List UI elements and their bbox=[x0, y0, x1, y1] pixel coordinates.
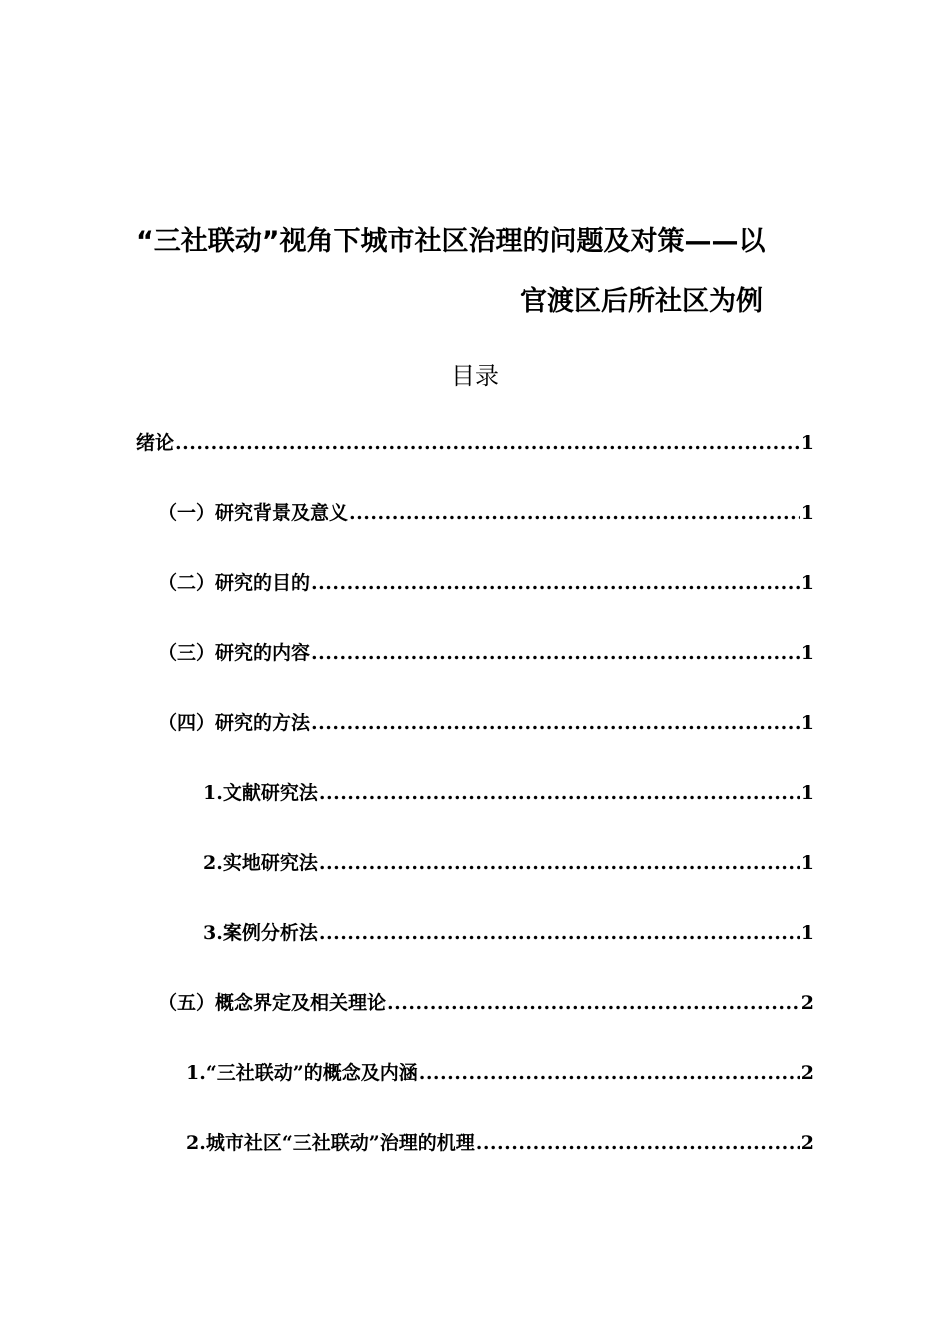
toc-entry-page-number: 1 bbox=[800, 852, 814, 874]
toc-entry-label: 1.“三社联动”的概念及内涵 bbox=[186, 1062, 418, 1084]
toc-entry-page-number: 1 bbox=[800, 642, 814, 664]
toc-entry-label: （四）研究的方法 bbox=[158, 712, 311, 734]
toc-leader-dots bbox=[319, 918, 800, 948]
toc-entry-introduction[interactable] bbox=[136, 428, 814, 458]
toc-entry-label: 2.城市社区“三社联动”治理的机理 bbox=[186, 1132, 475, 1154]
document-title-line-1: “三社联动”视角下城市社区治理的问题及对策——以 bbox=[136, 226, 766, 257]
toc-entry-case-analysis[interactable] bbox=[203, 918, 814, 948]
toc-entry-page-number: 1 bbox=[800, 572, 814, 594]
toc-entry-page-number: 1 bbox=[800, 502, 814, 524]
toc-entry-label: 1.文献研究法 bbox=[203, 782, 318, 804]
toc-entry-label: （一）研究背景及意义 bbox=[158, 502, 349, 524]
toc-entry-concept-connotation[interactable] bbox=[186, 1058, 814, 1088]
toc-leader-dots bbox=[319, 848, 800, 878]
toc-entry-page-number: 2 bbox=[800, 1062, 814, 1084]
toc-entry-label: （二）研究的目的 bbox=[158, 572, 311, 594]
toc-entry-background[interactable] bbox=[158, 498, 814, 528]
toc-entry-page-number: 2 bbox=[800, 992, 814, 1014]
toc-entry-label: 绪论 bbox=[136, 432, 175, 454]
toc-entry-content[interactable] bbox=[158, 638, 814, 668]
toc-leader-dots bbox=[311, 638, 800, 668]
toc-leader-dots bbox=[175, 428, 800, 458]
toc-heading: 目录 bbox=[451, 362, 499, 390]
toc-entry-page-number: 1 bbox=[800, 922, 814, 944]
toc-leader-dots bbox=[349, 498, 800, 528]
toc-entry-governance-mechanism[interactable] bbox=[186, 1128, 814, 1158]
toc-entry-label: （五）概念界定及相关理论 bbox=[158, 992, 387, 1014]
document-title-line-2: 官渡区后所社区为例 bbox=[520, 286, 763, 317]
toc-leader-dots bbox=[387, 988, 800, 1018]
toc-leader-dots bbox=[311, 708, 800, 738]
toc-leader-dots bbox=[419, 1058, 800, 1088]
toc-entry-label: （三）研究的内容 bbox=[158, 642, 311, 664]
toc-entry-label: 3.案例分析法 bbox=[203, 922, 318, 944]
toc-entry-concepts-theory[interactable] bbox=[158, 988, 814, 1018]
toc-entry-page-number: 1 bbox=[800, 712, 814, 734]
toc-leader-dots bbox=[319, 778, 800, 808]
toc-entry-page-number: 1 bbox=[800, 782, 814, 804]
toc-entry-field-research[interactable] bbox=[203, 848, 814, 878]
toc-leader-dots bbox=[476, 1128, 800, 1158]
toc-entry-purpose[interactable] bbox=[158, 568, 814, 598]
toc-entry-page-number: 1 bbox=[800, 432, 814, 454]
toc-entry-literature-research[interactable] bbox=[203, 778, 814, 808]
toc-entry-label: 2.实地研究法 bbox=[203, 852, 318, 874]
toc-entry-page-number: 2 bbox=[800, 1132, 814, 1154]
toc-entry-methods[interactable] bbox=[158, 708, 814, 738]
toc-leader-dots bbox=[311, 568, 800, 598]
